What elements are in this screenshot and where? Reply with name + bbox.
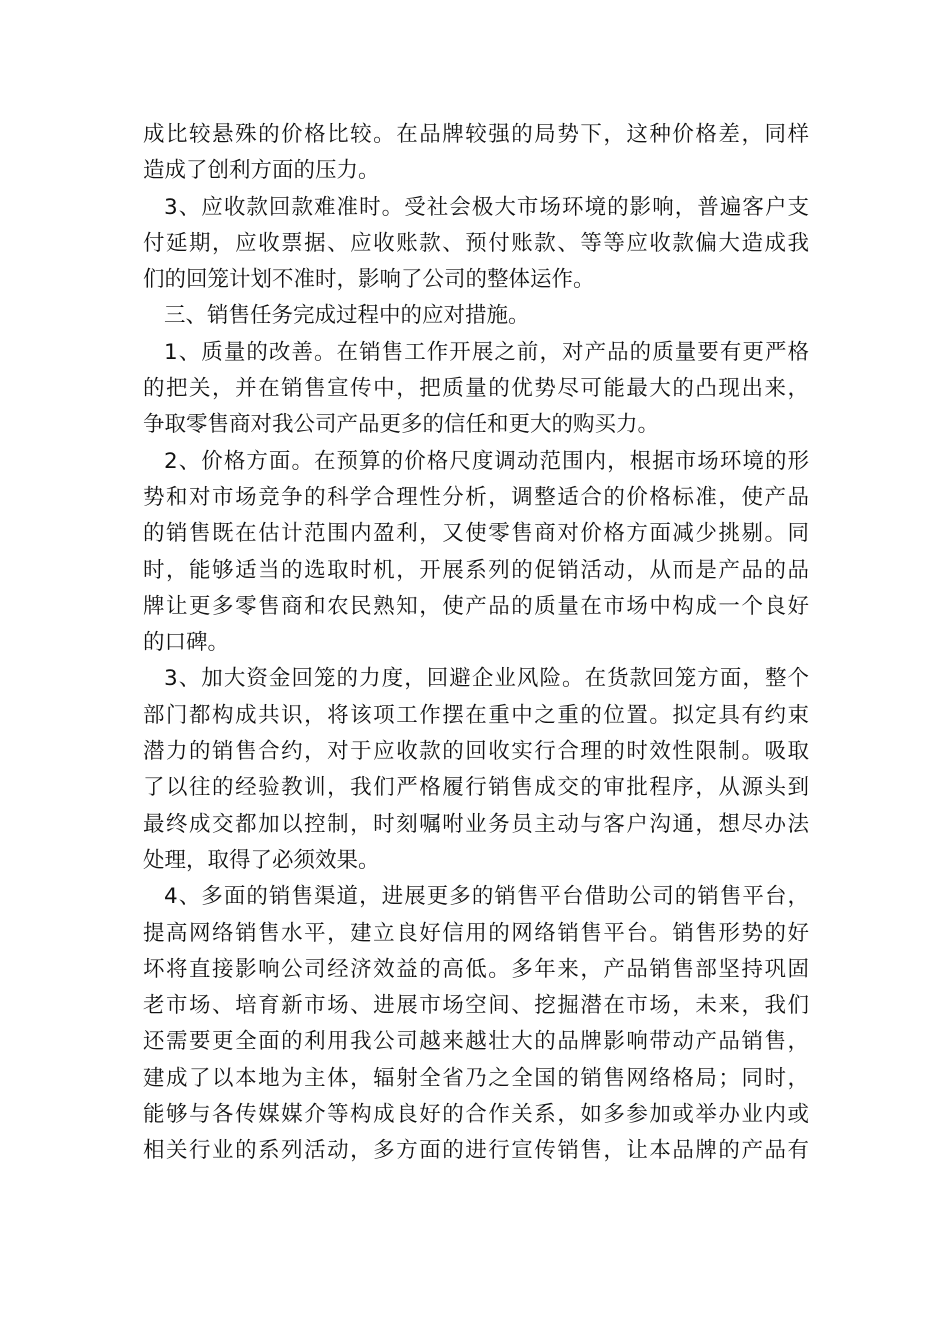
paragraph-capital-recovery (143, 661, 809, 879)
text-line: 潜力的销售合约，对于应收款的回收实行合理的时效性限制。吸取 (143, 739, 809, 765)
section-heading-countermeasures (143, 298, 809, 334)
text-line: 牌让更多零售商和农民熟知，使产品的质量在市场中构成一个良好 (143, 593, 809, 619)
text-line: 三、销售任务完成过程中的应对措施。 (164, 303, 530, 329)
text-line: 们的回笼计划不准时，影响了公司的整体运作。 (143, 267, 595, 293)
text-line: 成比较悬殊的价格比较。在品牌较强的局势下，这种价格差，同样 (143, 122, 809, 147)
text-line: 时，能够适当的选取时机，开展系列的促销活动，从而是产品的品 (143, 557, 809, 583)
text-line: 3、应收款回款难准时。受社会极大市场环境的影响，普遍客户支 (164, 194, 809, 220)
text-line: 处理，取得了必须效果。 (143, 847, 380, 873)
text-line: 的口碑。 (143, 630, 230, 656)
text-line: 还需要更全面的利用我公司越来越壮大的品牌影响带动产品销售， (143, 1029, 809, 1055)
text-line: 2、价格方面。在预算的价格尺度调动范围内，根据市场环境的形 (164, 448, 809, 474)
document-body (143, 117, 809, 1170)
text-line: 建成了以本地为主体，辐射全省乃之全国的销售网络格局；同时， (143, 1065, 809, 1091)
text-line: 的把关，并在销售宣传中，把质量的优势尽可能最大的凸现出来， (143, 376, 809, 402)
text-line: 部门都构成共识，将该项工作摆在重中之重的位置。拟定具有约束 (143, 702, 809, 728)
paragraph-receivables (143, 190, 809, 299)
text-line: 老市场、培育新市场、进展市场空间、挖掘潜在市场，未来，我们 (143, 993, 809, 1019)
paragraph-sales-channels (143, 879, 809, 1169)
text-line: 了以往的经验教训，我们严格履行销售成交的审批程序，从源头到 (143, 775, 809, 801)
text-line: 的销售既在估计范围内盈利，又使零售商对价格方面减少挑剔。同 (143, 521, 809, 547)
paragraph-pricing (143, 444, 809, 662)
text-line: 提高网络销售水平，建立良好信用的网络销售平台。销售形势的好 (143, 920, 809, 946)
text-line: 1、质量的改善。在销售工作开展之前，对产品的质量要有更严格 (164, 339, 809, 365)
text-line: 造成了创利方面的压力。 (143, 158, 380, 184)
text-line: 能够与各传媒媒介等构成良好的合作关系，如多参加或举办业内或 (143, 1102, 809, 1128)
text-line: 付延期，应收票据、应收账款、预付账款、等等应收款偏大造成我 (143, 230, 809, 256)
paragraph-price-comparison (143, 117, 809, 190)
paragraph-quality (143, 335, 809, 444)
text-line: 坏将直接影响公司经济效益的高低。多年来，产品销售部坚持巩固 (143, 956, 809, 982)
text-line: 最终成交都加以控制，时刻嘱咐业务员主动与客户沟通，想尽办法 (143, 811, 809, 837)
text-line: 3、加大资金回笼的力度，回避企业风险。在货款回笼方面，整个 (164, 666, 809, 692)
text-line: 势和对市场竞争的科学合理性分析，调整适合的价格标准，使产品 (143, 484, 809, 510)
text-line: 争取零售商对我公司产品更多的信任和更大的购买力。 (143, 412, 660, 438)
text-line: 4、多面的销售渠道，进展更多的销售平台借助公司的销售平台， (164, 884, 809, 910)
text-line: 相关行业的系列活动，多方面的进行宣传销售，让本品牌的产品有 (143, 1138, 809, 1164)
